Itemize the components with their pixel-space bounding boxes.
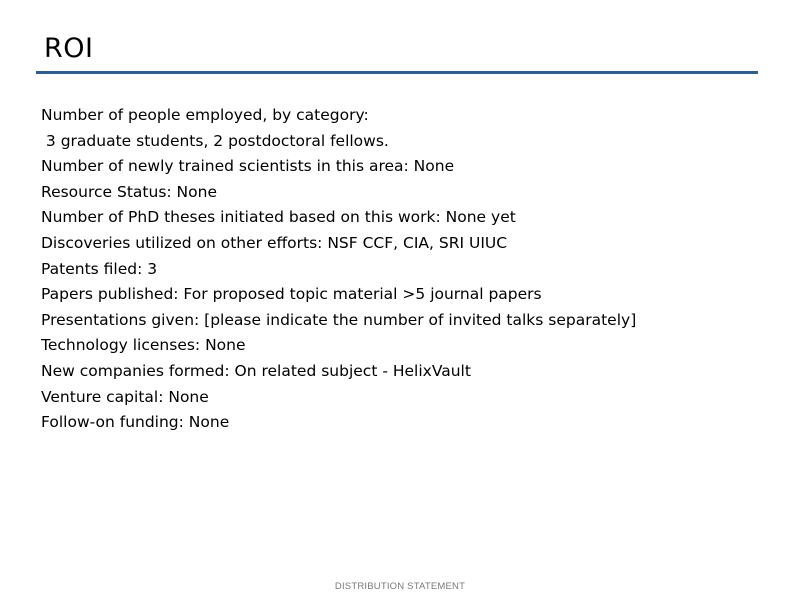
roi-item-presentations: Presentations given: [please indicate the number of invited talks separately]: [41, 310, 637, 329]
roi-item-trained-scientists: Number of newly trained scientists in this area: None: [41, 157, 455, 176]
title-divider: [36, 71, 758, 74]
slide-title: ROI: [44, 33, 94, 64]
roi-item-people-employed: Number of people employed, by category:: [41, 106, 369, 124]
roi-item-phd-theses: Number of PhD theses initiated based on this work: None yet: [41, 208, 516, 227]
roi-item-new-companies: New companies formed: On related subject - HelixVault: [41, 361, 471, 380]
roi-item-follow-on-funding: Follow-on funding: None: [41, 413, 230, 432]
roi-item-resource-status: Resource Status: None: [41, 182, 217, 201]
roi-item-patents: Patents filed: 3: [41, 259, 158, 278]
roi-item-list: [41, 103, 636, 436]
roi-item-discoveries: Discoveries utilized on other efforts: NSF CCF, CIA, SRI UIUC: [41, 233, 508, 252]
roi-item-venture-capital: Venture capital: None: [41, 387, 209, 406]
roi-item-people-breakdown: 3 graduate students, 2 postdoctoral fellows.: [41, 131, 389, 150]
roi-item-papers: Papers published: For proposed topic material >5 journal papers: [41, 285, 542, 304]
roi-item-licenses: Technology licenses: None: [41, 336, 246, 355]
distribution-statement-footer: DISTRIBUTION STATEMENT: [334, 581, 466, 592]
